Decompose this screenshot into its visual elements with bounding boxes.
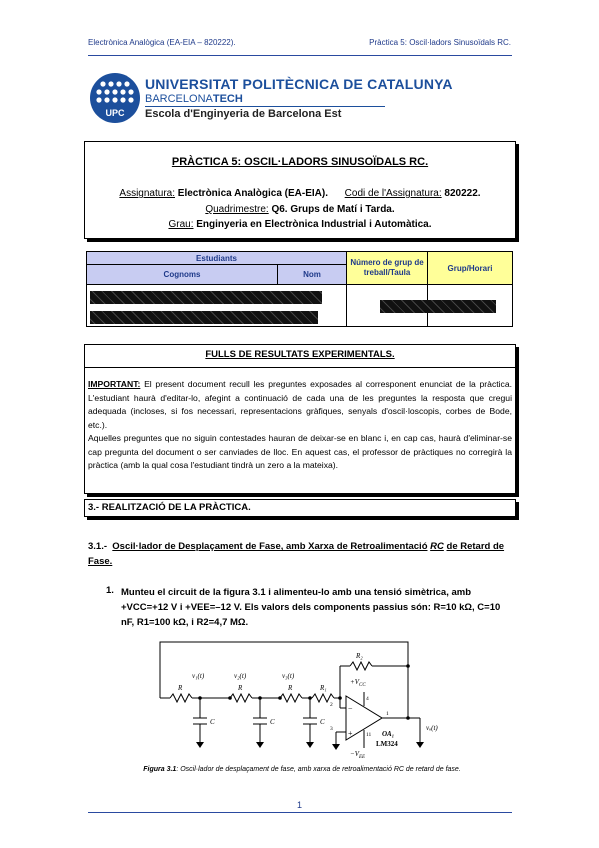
barcelona-text: BARCELONA (145, 93, 213, 105)
resistor-r2 (350, 662, 372, 670)
item-1-number: 1. (106, 585, 114, 596)
opamp-minus: − (348, 704, 353, 713)
school-name: Escola d'Enginyeria de Barcelona Est (145, 108, 342, 120)
label-v1: v₁(t) (192, 672, 205, 680)
section-3-title: 3.- REALITZACIÓ DE LA PRÀCTICA. (88, 502, 251, 513)
label-c-1: C (210, 718, 215, 726)
resistor-r-3 (280, 694, 302, 702)
name-header: Nom (278, 265, 347, 285)
pin-3: 3 (330, 726, 333, 732)
pin-1: 1 (386, 711, 389, 717)
header-right: Pràctica 5: Oscil·ladors Sinusoïdals RC. (369, 38, 511, 47)
label-r2: R₂ (356, 652, 363, 660)
page-number: 1 (296, 800, 302, 810)
section-3-box (84, 499, 516, 517)
students-header: Estudiants (87, 252, 347, 265)
pin-4: 4 (366, 696, 369, 702)
university-subname (145, 93, 243, 105)
label-vee: $-V_{EE}$ (350, 750, 366, 760)
label-lm324: LM324 (376, 740, 398, 748)
tech-text: TECH (212, 93, 243, 105)
label-r-3: R (288, 684, 293, 692)
pin-11: 11 (366, 732, 372, 738)
important-paragraph-1: El present document recull les preguntes exposades al corresponent enunciat de la pràctica. L'estudiant haurà d'editar-lo, afegint a continuació de cada una de les preguntes la resposta que cregui adequada (incloses, si fos necessari, representacions gràfiques, senyals d'oscil·loscopis, corbes de Bode, etc.). (88, 379, 513, 430)
quadrimestre-line: Quadrimestre: Q6. Grups de Matí i Tarda. (205, 204, 395, 215)
footer-rule (88, 812, 512, 813)
figure-caption (92, 766, 512, 773)
figure-label: Figura 3.1 (143, 766, 177, 773)
results-body (88, 378, 512, 473)
resistor-r1 (312, 694, 334, 702)
practice-title: PRÀCTICA 5: OSCIL·LADORS SINUSOÏDALS RC. (171, 156, 429, 168)
label-oa1: OA₁ (382, 730, 395, 738)
practice-info-box (84, 141, 516, 239)
important-label: IMPORTANT: (88, 379, 141, 389)
logo-divider (145, 106, 385, 107)
results-divider (85, 367, 515, 368)
section-3-1-title-rc: RC (430, 541, 444, 552)
group-schedule-header: Grup/Horari (428, 252, 513, 285)
label-r1: R₁ (320, 684, 327, 692)
figure-caption-text: : Oscil·lador de desplaçament de fase, amb xarxa de retroalimentació RC de retard de fase. (176, 766, 461, 773)
label-v3: v₃(t) (282, 672, 295, 680)
feedback-wire (160, 642, 408, 718)
resistor-r-2 (230, 694, 252, 702)
label-vo: vₒ(t) (426, 724, 438, 732)
label-r-1: R (178, 684, 183, 692)
section-3-1-number: 3.1.- (88, 541, 108, 552)
item-1-text: Munteu el circuit de la figura 3.1 i alimenteu-lo amb una tensió simètrica, amb +VCC=+12 V i +VEE=–12 V. Els valors dels components passius són: R=10 kΩ, C=10 nF, R1=100 kΩ, i R2=4,7 MΩ. (121, 587, 501, 628)
label-c-3: C (320, 718, 325, 726)
section-3-1-heading (88, 539, 514, 569)
section-3-1-title-b: de Retard de Fase. (88, 541, 505, 567)
results-title: FULLS DE RESULTATS EXPERIMENTALS. (205, 349, 395, 360)
label-r-2: R (238, 684, 243, 692)
redacted-group (380, 300, 496, 313)
results-box (84, 344, 516, 494)
redacted-student-1 (90, 291, 322, 304)
header-left: Electrònica Analògica (EA-EIA – 820222). (88, 38, 236, 47)
redacted-student-2 (90, 311, 318, 324)
surnames-header: Cognoms (87, 265, 278, 285)
opamp-plus: + (348, 729, 353, 738)
label-vcc: $+V_{CC}$ (350, 678, 366, 688)
label-v2: v₂(t) (234, 672, 247, 680)
section-3-1-title-a: Oscil·lador de Desplaçament de Fase, amb Xarxa de Retroalimentació (112, 541, 428, 552)
group-number-header: Número de grup de treball/Taula (347, 252, 428, 285)
label-c-2: C (270, 718, 275, 726)
header-rule (88, 55, 512, 56)
circuit-diagram (150, 638, 450, 764)
grau-line: Grau: Enginyeria en Electrònica Industrial i Automàtica. (168, 219, 432, 230)
pin-2: 2 (330, 702, 333, 708)
important-paragraph-2: Aquelles preguntes que no siguin contestades hauran de deixar-se en blanc i, en cap cas, haurà d'eliminar-se cap pregunta del document o ser canviades de lloc. En aquest cas, el professor de pràctiques no corregirà la pràctica (amb la qual cosa l'estudiant tindrà un zero a la mateixa). (88, 433, 512, 470)
upc-logo-icon (89, 72, 141, 124)
logo-mark: UPC (105, 108, 125, 118)
resistor-r-1 (170, 694, 192, 702)
subject-line: Assignatura: Electrònica Analògica (EA-EIA). Codi de l'Assignatura: 820222. (119, 188, 481, 199)
university-name: UNIVERSITAT POLITÈCNICA DE CATALUNYA (145, 76, 453, 92)
